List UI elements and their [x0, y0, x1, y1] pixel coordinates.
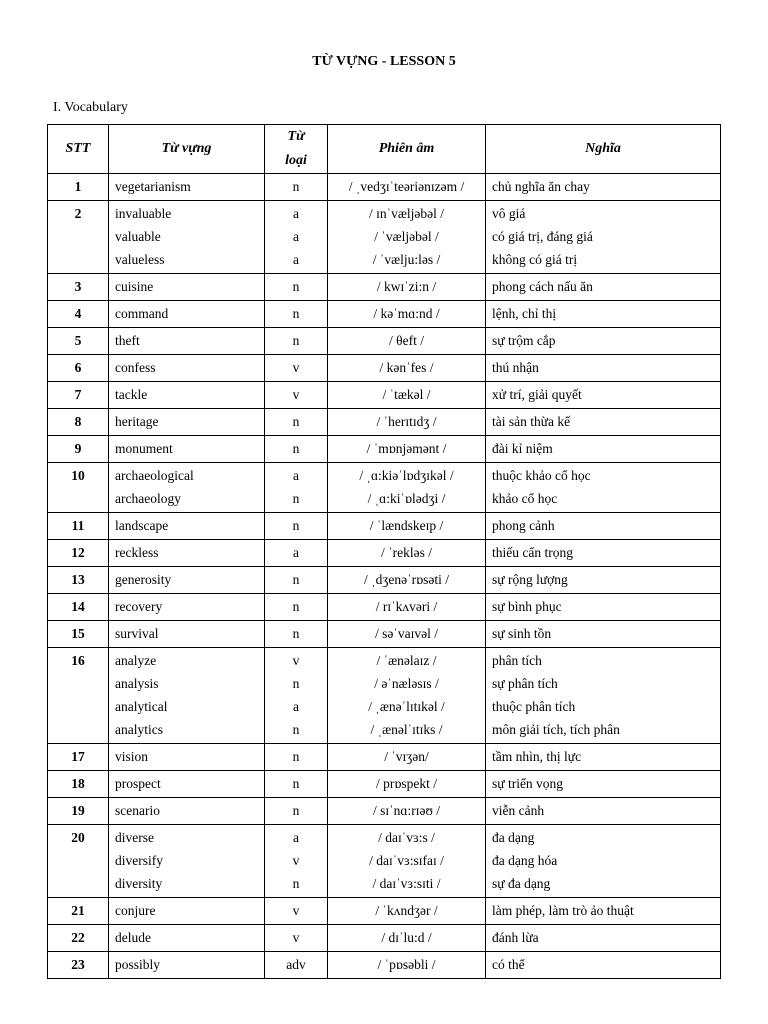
- word-type-text: n: [292, 279, 300, 294]
- meaning-cell: [486, 463, 721, 513]
- pronunciation-text: / əˈnæləsɪs /: [374, 676, 439, 691]
- word-type-cell: [265, 798, 328, 825]
- row-number-cell: [48, 621, 109, 648]
- word-text: cuisine: [115, 279, 154, 294]
- word-text: heritage: [115, 414, 159, 429]
- word-type-text: a: [293, 545, 299, 560]
- table-body: [48, 174, 721, 979]
- row-number-cell: [48, 898, 109, 925]
- row-number: 8: [74, 414, 82, 429]
- word-type-text: n: [292, 599, 300, 614]
- table-row: [48, 925, 721, 952]
- word-text: diversify: [115, 853, 163, 868]
- pronunciation-text: / ɪnˈvæljəbəl /: [369, 206, 444, 221]
- word-text: conjure: [115, 903, 156, 918]
- pronunciation-text: / ˈherɪtɪdʒ /: [376, 414, 437, 429]
- word-type-text: n: [292, 491, 300, 506]
- row-number: 20: [71, 830, 85, 845]
- word-type-text: v: [292, 387, 300, 402]
- word-text: survival: [115, 626, 159, 641]
- word-text: tackle: [115, 387, 148, 402]
- meaning-cell: [486, 174, 721, 201]
- word-type-text: n: [292, 676, 300, 691]
- pronunciation-text: / ˈvælju:ləs /: [372, 252, 441, 267]
- meaning-text: không có giá trị: [492, 252, 578, 267]
- meaning-text: thuộc khảo cổ học: [492, 468, 591, 483]
- pronunciation-text: / daɪˈvɜ:sɪfaɪ /: [369, 853, 444, 868]
- word-cell: [109, 409, 265, 436]
- row-number: 21: [71, 903, 85, 918]
- word-text: confess: [115, 360, 156, 375]
- table-row: [48, 952, 721, 979]
- word-text: vision: [115, 749, 149, 764]
- word-cell: [109, 925, 265, 952]
- pronunciation-text: / θeft /: [389, 333, 424, 348]
- meaning-cell: [486, 201, 721, 274]
- row-number-cell: [48, 436, 109, 463]
- word-type-text: v: [292, 903, 300, 918]
- table-row: [48, 328, 721, 355]
- pronunciation-text: / prɒspekt /: [375, 776, 438, 791]
- pronunciation-text: / kənˈfes /: [379, 360, 434, 375]
- word-cell: [109, 174, 265, 201]
- table-row: [48, 513, 721, 540]
- meaning-text: thiếu cẩn trọng: [492, 545, 573, 560]
- word-text: valuable: [115, 229, 161, 244]
- meaning-text: vô giá: [492, 206, 526, 221]
- table-header-row: [48, 125, 721, 174]
- word-type-cell: [265, 274, 328, 301]
- header-word: Từ vựng: [109, 125, 265, 174]
- pronunciation-text: / səˈvaɪvəl /: [375, 626, 438, 641]
- word-type-cell: [265, 771, 328, 798]
- word-cell: [109, 382, 265, 409]
- row-number: 13: [71, 572, 85, 587]
- table-row: [48, 744, 721, 771]
- row-number: 2: [74, 206, 82, 221]
- meaning-text: phân tích: [492, 653, 542, 668]
- word-type-text: v: [292, 360, 300, 375]
- meaning-cell: [486, 952, 721, 979]
- pronunciation-cell: [328, 201, 486, 274]
- word-cell: [109, 463, 265, 513]
- row-number-cell: [48, 409, 109, 436]
- word-text: analysis: [115, 676, 159, 691]
- pronunciation-text: / ˈmɒnjəmənt /: [366, 441, 447, 456]
- word-type-text: n: [292, 306, 300, 321]
- table-row: [48, 436, 721, 463]
- header-meaning: Nghĩa: [486, 125, 721, 174]
- pronunciation-cell: [328, 594, 486, 621]
- word-text: archaeological: [115, 468, 194, 483]
- word-text: diverse: [115, 830, 154, 845]
- pronunciation-text: / daɪˈvɜ:s /: [378, 830, 435, 845]
- pronunciation-text: / ˌɑ:kiˈɒlədʒi /: [367, 491, 446, 506]
- word-type-text: n: [292, 518, 300, 533]
- word-cell: [109, 898, 265, 925]
- table-row: [48, 355, 721, 382]
- word-type-cell: [265, 355, 328, 382]
- pronunciation-text: / ˈrekləs /: [381, 545, 432, 560]
- word-type-cell: [265, 328, 328, 355]
- pronunciation-cell: [328, 328, 486, 355]
- section-heading: I. Vocabulary: [53, 100, 128, 115]
- pronunciation-cell: [328, 174, 486, 201]
- pronunciation-text: / ˈpɒsəbli /: [377, 957, 436, 972]
- word-cell: [109, 952, 265, 979]
- meaning-text: viễn cảnh: [492, 803, 545, 818]
- pronunciation-text: / kəˈmɑ:nd /: [373, 306, 440, 321]
- word-type-cell: [265, 898, 328, 925]
- word-type-text: a: [293, 206, 299, 221]
- row-number: 23: [71, 957, 85, 972]
- row-number-cell: [48, 567, 109, 594]
- row-number-cell: [48, 925, 109, 952]
- row-number: 18: [71, 776, 85, 791]
- meaning-text: sự bình phục: [492, 599, 562, 614]
- row-number-cell: [48, 744, 109, 771]
- word-cell: [109, 201, 265, 274]
- row-number: 6: [74, 360, 82, 375]
- word-type-text: n: [292, 876, 300, 891]
- word-type-cell: [265, 409, 328, 436]
- word-type-cell: [265, 201, 328, 274]
- pronunciation-cell: [328, 925, 486, 952]
- meaning-text: môn giải tích, tích phân: [492, 722, 620, 737]
- word-text: delude: [115, 930, 151, 945]
- word-type-cell: [265, 301, 328, 328]
- row-number-cell: [48, 174, 109, 201]
- table-row: [48, 174, 721, 201]
- row-number: 22: [71, 930, 85, 945]
- row-number-cell: [48, 274, 109, 301]
- pronunciation-text: / daɪˈvɜ:sɪti /: [372, 876, 441, 891]
- word-text: vegetarianism: [115, 179, 191, 194]
- meaning-text: đài kỉ niệm: [492, 441, 553, 456]
- pronunciation-cell: [328, 436, 486, 463]
- pronunciation-text: / ˈænəlaɪz /: [376, 653, 437, 668]
- table-row: [48, 621, 721, 648]
- table-row: [48, 825, 721, 898]
- row-number-cell: [48, 771, 109, 798]
- table-row: [48, 567, 721, 594]
- row-number: 14: [71, 599, 85, 614]
- table-row: [48, 274, 721, 301]
- word-cell: [109, 621, 265, 648]
- meaning-cell: [486, 355, 721, 382]
- pronunciation-cell: [328, 567, 486, 594]
- word-type-cell: [265, 621, 328, 648]
- word-type-cell: [265, 648, 328, 744]
- word-cell: [109, 771, 265, 798]
- header-word-type: [265, 125, 328, 174]
- word-type-text: adv: [286, 957, 306, 972]
- word-type-text: n: [292, 749, 300, 764]
- word-type-cell: [265, 436, 328, 463]
- pronunciation-cell: [328, 621, 486, 648]
- pronunciation-cell: [328, 409, 486, 436]
- word-text: scenario: [115, 803, 160, 818]
- table-row: [48, 798, 721, 825]
- word-type-text: a: [293, 830, 299, 845]
- pronunciation-text: / kwɪˈzi:n /: [376, 279, 437, 294]
- word-text: landscape: [115, 518, 169, 533]
- pronunciation-cell: [328, 274, 486, 301]
- word-type-cell: [265, 952, 328, 979]
- word-type-cell: [265, 463, 328, 513]
- row-number: 3: [74, 279, 82, 294]
- table-row: [48, 540, 721, 567]
- meaning-text: sự đa dạng: [492, 876, 551, 891]
- table-row: [48, 409, 721, 436]
- pronunciation-cell: [328, 898, 486, 925]
- row-number-cell: [48, 301, 109, 328]
- row-number-cell: [48, 798, 109, 825]
- word-text: monument: [115, 441, 173, 456]
- pronunciation-text: / ˈlændskeɪp /: [369, 518, 444, 533]
- word-text: analytics: [115, 722, 163, 737]
- meaning-text: tài sản thừa kế: [492, 414, 571, 429]
- meaning-cell: [486, 825, 721, 898]
- pronunciation-text: / rɪˈkʌvəri /: [375, 599, 438, 614]
- meaning-text: sự trộm cắp: [492, 333, 556, 348]
- pronunciation-cell: [328, 382, 486, 409]
- word-type-cell: [265, 540, 328, 567]
- meaning-text: đánh lừa: [492, 930, 539, 945]
- meaning-text: có thể: [492, 957, 525, 972]
- meaning-text: sự sinh tồn: [492, 626, 552, 641]
- meaning-cell: [486, 925, 721, 952]
- row-number-cell: [48, 328, 109, 355]
- pronunciation-cell: [328, 798, 486, 825]
- pronunciation-cell: [328, 513, 486, 540]
- meaning-text: sự triển vọng: [492, 776, 564, 791]
- row-number-cell: [48, 355, 109, 382]
- word-type-cell: [265, 513, 328, 540]
- meaning-text: phong cách nấu ăn: [492, 279, 593, 294]
- table-row: [48, 648, 721, 744]
- table-row: [48, 201, 721, 274]
- row-number: 9: [74, 441, 82, 456]
- meaning-cell: [486, 513, 721, 540]
- word-text: invaluable: [115, 206, 172, 221]
- meaning-cell: [486, 621, 721, 648]
- word-type-text: v: [292, 853, 300, 868]
- row-number-cell: [48, 594, 109, 621]
- table-row: [48, 301, 721, 328]
- pronunciation-text: / ˈtækəl /: [382, 387, 431, 402]
- word-type-text: n: [292, 572, 300, 587]
- pronunciation-cell: [328, 952, 486, 979]
- row-number: 1: [74, 179, 82, 194]
- row-number: 7: [74, 387, 82, 402]
- word-type-text: a: [293, 699, 299, 714]
- pronunciation-cell: [328, 355, 486, 382]
- word-type-text: v: [292, 930, 300, 945]
- word-type-text: n: [292, 333, 300, 348]
- pronunciation-cell: [328, 771, 486, 798]
- word-type-text: a: [293, 229, 299, 244]
- word-text: valueless: [115, 252, 165, 267]
- meaning-cell: [486, 328, 721, 355]
- row-number: 5: [74, 333, 82, 348]
- row-number: 19: [71, 803, 85, 818]
- row-number-cell: [48, 952, 109, 979]
- row-number: 16: [71, 653, 85, 668]
- header-pronunciation: Phiên âm: [328, 125, 486, 174]
- row-number-cell: [48, 540, 109, 567]
- pronunciation-text: / ˈvɪʒən/: [384, 749, 429, 764]
- word-type-cell: [265, 174, 328, 201]
- meaning-cell: [486, 898, 721, 925]
- header-word-type-line1: Từ: [287, 129, 305, 144]
- row-number: 17: [71, 749, 85, 764]
- pronunciation-cell: [328, 825, 486, 898]
- document-title: TỪ VỰNG - LESSON 5: [312, 54, 456, 69]
- word-text: diversity: [115, 876, 163, 891]
- header-word-type-line2: loại: [285, 153, 307, 168]
- row-number: 12: [71, 545, 85, 560]
- word-type-text: a: [293, 252, 299, 267]
- word-cell: [109, 648, 265, 744]
- pronunciation-text: / dɪˈlu:d /: [381, 930, 432, 945]
- word-cell: [109, 798, 265, 825]
- pronunciation-text: / sɪˈnɑ:rɪəʊ /: [373, 803, 440, 818]
- word-cell: [109, 301, 265, 328]
- word-type-cell: [265, 594, 328, 621]
- meaning-text: đa dạng hóa: [492, 853, 558, 868]
- row-number-cell: [48, 648, 109, 744]
- pronunciation-cell: [328, 540, 486, 567]
- meaning-cell: [486, 436, 721, 463]
- meaning-text: tầm nhìn, thị lực: [492, 749, 582, 764]
- meaning-cell: [486, 540, 721, 567]
- word-type-cell: [265, 382, 328, 409]
- word-cell: [109, 540, 265, 567]
- row-number: 11: [71, 518, 85, 533]
- word-text: analytical: [115, 699, 168, 714]
- word-cell: [109, 328, 265, 355]
- meaning-cell: [486, 594, 721, 621]
- word-text: theft: [115, 333, 140, 348]
- word-cell: [109, 744, 265, 771]
- row-number: 15: [71, 626, 85, 641]
- word-type-text: n: [292, 722, 300, 737]
- meaning-cell: [486, 567, 721, 594]
- word-cell: [109, 513, 265, 540]
- word-text: recovery: [115, 599, 163, 614]
- pronunciation-text: / ˌænəˈlɪtɪkəl /: [368, 699, 445, 714]
- meaning-cell: [486, 301, 721, 328]
- word-cell: [109, 594, 265, 621]
- row-number-cell: [48, 825, 109, 898]
- meaning-cell: [486, 771, 721, 798]
- word-type-text: n: [292, 441, 300, 456]
- word-cell: [109, 825, 265, 898]
- table-row: [48, 898, 721, 925]
- word-cell: [109, 436, 265, 463]
- meaning-text: thú nhận: [492, 360, 539, 375]
- meaning-cell: [486, 409, 721, 436]
- word-type-text: n: [292, 803, 300, 818]
- meaning-cell: [486, 274, 721, 301]
- word-type-cell: [265, 567, 328, 594]
- word-type-text: n: [292, 776, 300, 791]
- meaning-text: khảo cổ học: [492, 491, 558, 506]
- header-stt: STT: [48, 125, 109, 174]
- meaning-text: đa dạng: [492, 830, 535, 845]
- meaning-text: có giá trị, đáng giá: [492, 229, 593, 244]
- pronunciation-text: / ˈkʌndʒər /: [375, 903, 438, 918]
- word-type-text: v: [292, 653, 300, 668]
- word-text: prospect: [115, 776, 161, 791]
- pronunciation-cell: [328, 744, 486, 771]
- meaning-text: sự rộng lượng: [492, 572, 568, 587]
- word-type-cell: [265, 925, 328, 952]
- pronunciation-text: / ˌvedʒɪˈteəriənɪzəm /: [348, 179, 465, 194]
- word-type-text: a: [293, 468, 299, 483]
- row-number-cell: [48, 513, 109, 540]
- meaning-cell: [486, 382, 721, 409]
- word-type-cell: [265, 825, 328, 898]
- word-text: analyze: [115, 653, 157, 668]
- word-cell: [109, 355, 265, 382]
- word-type-text: n: [292, 626, 300, 641]
- meaning-cell: [486, 648, 721, 744]
- word-type-text: n: [292, 414, 300, 429]
- word-text: command: [115, 306, 169, 321]
- meaning-text: phong cảnh: [492, 518, 555, 533]
- meaning-text: xử trí, giải quyết: [492, 387, 582, 402]
- meaning-text: lệnh, chỉ thị: [492, 306, 557, 321]
- meaning-cell: [486, 798, 721, 825]
- word-cell: [109, 567, 265, 594]
- meaning-text: làm phép, làm trò ảo thuật: [492, 903, 634, 918]
- meaning-text: sự phân tích: [492, 676, 558, 691]
- meaning-text: chủ nghĩa ăn chay: [492, 179, 590, 194]
- pronunciation-text: / ˌdʒenəˈrɒsəti /: [363, 572, 450, 587]
- word-type-text: n: [292, 179, 300, 194]
- row-number-cell: [48, 201, 109, 274]
- meaning-text: thuộc phân tích: [492, 699, 576, 714]
- word-type-cell: [265, 744, 328, 771]
- row-number-cell: [48, 463, 109, 513]
- row-number: 4: [74, 306, 82, 321]
- pronunciation-cell: [328, 648, 486, 744]
- meaning-cell: [486, 744, 721, 771]
- pronunciation-text: / ˌɑ:kiəˈlɒdʒɪkəl /: [359, 468, 454, 483]
- word-text: archaeology: [115, 491, 181, 506]
- vocabulary-table: [47, 124, 721, 979]
- pronunciation-text: / ˈvæljəbəl /: [374, 229, 439, 244]
- word-text: reckless: [115, 545, 159, 560]
- table-row: [48, 382, 721, 409]
- pronunciation-cell: [328, 301, 486, 328]
- table-row: [48, 594, 721, 621]
- pronunciation-cell: [328, 463, 486, 513]
- word-text: possibly: [115, 957, 161, 972]
- pronunciation-text: / ˌænəlˈɪtɪks /: [370, 722, 443, 737]
- row-number: 10: [71, 468, 85, 483]
- table-row: [48, 771, 721, 798]
- word-text: generosity: [115, 572, 172, 587]
- row-number-cell: [48, 382, 109, 409]
- table-row: [48, 463, 721, 513]
- word-cell: [109, 274, 265, 301]
